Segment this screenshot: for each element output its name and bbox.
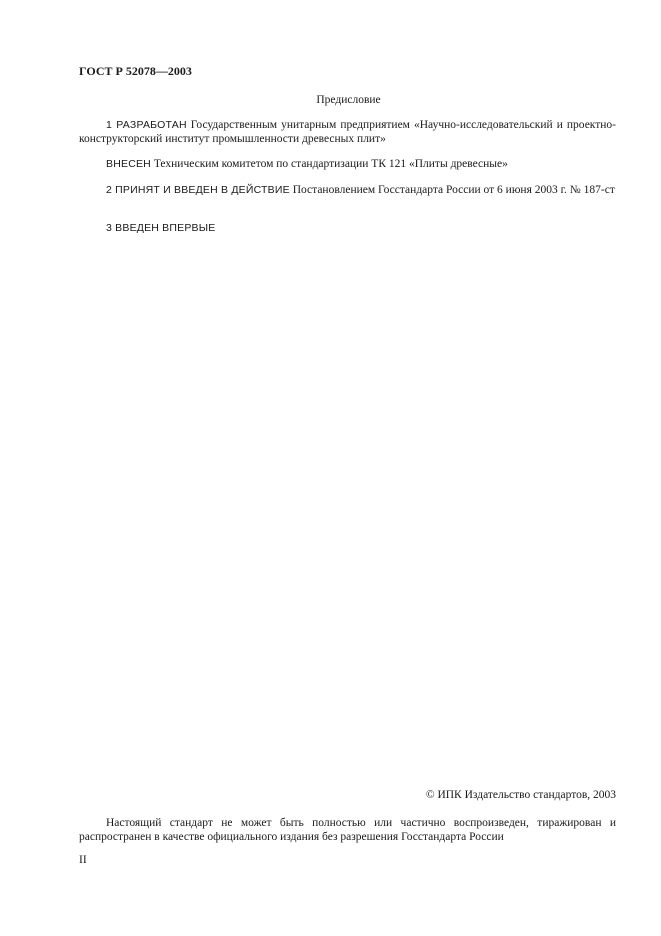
item-lead: ВНЕСЕН bbox=[106, 158, 151, 170]
document-id: ГОСТ Р 52078—2003 bbox=[79, 64, 192, 78]
foreword-item-first-introduced bbox=[79, 221, 616, 235]
item-text: Постановлением Госстандарта России от 6 июня 2003 г. № 187-ст bbox=[289, 184, 615, 196]
copyright-notice: © ИПК Издательство стандартов, 2003 bbox=[425, 789, 616, 801]
item-lead: 3 ВВЕДЕН ВПЕРВЫЕ bbox=[106, 222, 216, 234]
item-text: Государственным унитарным предприятием «Научно-исследовательский и проектно-конструкторский институт промышленности древесных плит» bbox=[79, 119, 616, 145]
foreword-heading: Предисловие bbox=[316, 94, 381, 106]
item-lead: 1 РАЗРАБОТАН bbox=[106, 119, 187, 131]
page-number: II bbox=[79, 854, 87, 866]
item-lead: 2 ПРИНЯТ И ВВЕДЕН В ДЕЙСТВИЕ bbox=[106, 184, 290, 196]
item-text: Техническим комитетом по стандартизации ТК 121 «Плиты древесные» bbox=[150, 158, 508, 170]
foreword-item-developed bbox=[79, 118, 616, 146]
foreword-item-adopted bbox=[79, 183, 616, 197]
reproduction-notice: Настоящий стандарт не может быть полностью или частично воспроизведен, тиражирован и распространен в качестве официального издания без разрешения Госстандарта России bbox=[79, 817, 616, 843]
foreword-item-introduced bbox=[79, 157, 616, 171]
